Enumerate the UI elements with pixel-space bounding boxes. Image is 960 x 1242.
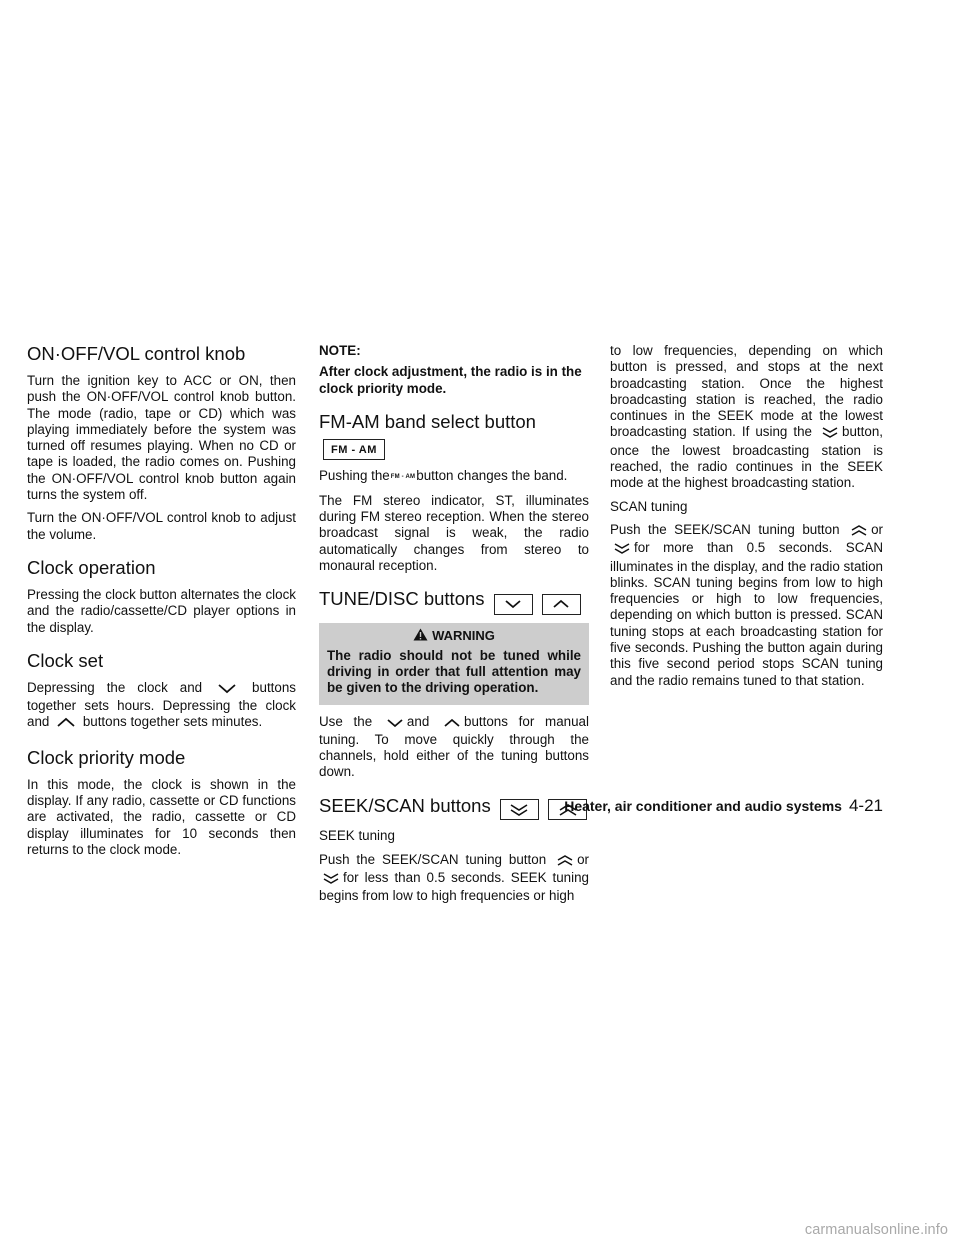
seek-scan-title-text: SEEK/SCAN buttons xyxy=(319,794,491,816)
paragraph-onoff-1: Turn the ignition key to ACC or ON, then push the ON·OFF/VOL control knob button. The mode (radio, tape or CD) which was playing immediately before the system was turned off resumes playing. When no CD or tape is loaded, the radio comes on. Pushing the ON·OFF/VOL control knob button again turns the system off. xyxy=(27,373,296,503)
clock-set-text-c: buttons together sets minutes. xyxy=(82,714,263,730)
warning-text: The radio should not be tuned while driving in order that full attention may be given to the driving operation. xyxy=(327,647,581,696)
paragraph-clock-set xyxy=(27,680,296,733)
footer-section-title: Heater, air conditioner and audio systems xyxy=(564,798,842,814)
page-number: 4-21 xyxy=(848,796,883,815)
warning-header xyxy=(327,628,581,644)
chevron-down-icon xyxy=(216,682,238,698)
paragraph-seek-continued xyxy=(610,343,883,492)
chevron-up-icon xyxy=(55,716,77,732)
column-1 xyxy=(27,343,296,865)
paragraph-onoff-2: Turn the ON·OFF/VOL control knob to adjust the volume. xyxy=(27,510,296,542)
seek-text-c: for less than 0.5 seconds. SEEK tuning begins from low to high frequencies or high xyxy=(319,869,589,904)
note-label: NOTE: xyxy=(319,343,361,358)
column-2 xyxy=(319,343,589,911)
column-3 xyxy=(610,343,883,696)
tune-disc-title-text: TUNE/DISC buttons xyxy=(319,588,485,610)
paragraph-clock-priority: In this mode, the clock is shown in the display. If any radio, cassette or CD functions are activated, the radio, cassette or CD display illuminates for 10 seconds then returns to the clock mode. xyxy=(27,776,296,857)
double-chevron-up-icon xyxy=(555,854,575,870)
double-chevron-down-icon xyxy=(612,542,632,558)
scan-text-b: or xyxy=(871,521,883,537)
section-title-clock-operation: Clock operation xyxy=(27,556,156,578)
section-title-onoff-vol: ON·OFF/VOL control knob xyxy=(27,343,246,364)
clock-set-text-a: Depressing the clock and xyxy=(27,679,203,695)
double-chevron-down-icon xyxy=(820,426,840,442)
tune-text-a: Use the xyxy=(319,713,373,729)
double-chevron-down-icon xyxy=(321,872,341,888)
scan-text-c: for more than 0.5 seconds. SCAN illuminates in the display, and the radio station blinks. SCAN tuning begins from low to high frequencies or high to low frequencies, depending on which button is pressed. SCAN tuning stops at each broadcasting station for five seconds. Pushing the button again during this five second period stops SCAN tuning and the radio remains tuned to that station. xyxy=(610,540,883,688)
paragraph-clock-operation: Pressing the clock button alternates the clock and the radio/cassette/CD player options in the display. xyxy=(27,586,296,635)
paragraph-scan-tuning xyxy=(610,522,883,689)
seek-tuning-subhead: SEEK tuning xyxy=(319,828,395,844)
section-title-clock-priority: Clock priority mode xyxy=(27,746,186,768)
chevron-up-icon xyxy=(542,594,581,615)
section-title-seek-scan xyxy=(319,795,589,821)
tune-text-c: buttons for manual tuning. To move quickly through the channels, hold either of the tuning buttons down. xyxy=(319,713,589,780)
paragraph-seek-tuning xyxy=(319,852,589,905)
note-text: After clock adjustment, the radio is in the clock priority mode. xyxy=(319,364,582,396)
paragraph-tune-disc xyxy=(319,714,589,781)
scan-text-a: Push the SEEK/SCAN tuning button xyxy=(610,521,840,537)
seek-text-b: or xyxy=(577,851,589,867)
fm-am-text-a: Pushing the xyxy=(319,468,390,484)
section-title-tune-disc xyxy=(319,588,589,615)
seek-text-a: Push the SEEK/SCAN tuning button xyxy=(319,851,547,867)
paragraph-fm-am-2: The FM stereo indicator, ST, illuminates during FM stereo reception. When the stereo broadcast signal is weak, the radio automatically changes from stereo to monaural reception. xyxy=(319,492,589,573)
watermark: carmanualsonline.info xyxy=(804,1222,948,1238)
page-footer xyxy=(564,796,883,816)
warning-label: WARNING xyxy=(432,628,495,644)
warning-box xyxy=(319,623,589,705)
chevron-down-icon xyxy=(385,716,405,732)
clock-set-text-b: buttons together sets hours. Depressing the clock and xyxy=(27,679,296,730)
section-title-fm-am xyxy=(319,411,589,461)
chevron-up-icon xyxy=(442,716,462,732)
warning-triangle-icon xyxy=(413,628,428,644)
fm-am-text-b: button changes the band. xyxy=(416,468,568,484)
fm-am-inline-icon: FM - AM xyxy=(390,474,416,481)
double-chevron-up-icon xyxy=(849,524,869,540)
seek-cont-text-b: button, once the lowest broadcasting station is reached, the radio continues in the SEEK mode at the highest broadcasting station. xyxy=(610,424,883,491)
section-title-clock-set: Clock set xyxy=(27,649,104,671)
paragraph-fm-am-1 xyxy=(319,468,589,485)
fm-am-title-text: FM-AM band select button xyxy=(319,410,536,432)
seek-cont-text-a: to low frequencies, depending on which button is pressed, and stops at the next broadcasting station. Once the highest broadcasting station is reached, the radio continues in the SEEK mode at the lowest broadcasting station. If using the xyxy=(610,343,883,440)
scan-tuning-subhead: SCAN tuning xyxy=(610,498,688,514)
fm-am-button-icon: FM - AM xyxy=(323,439,385,460)
chevron-down-icon xyxy=(494,594,533,615)
double-chevron-down-icon xyxy=(500,799,539,820)
tune-text-b: and xyxy=(406,713,430,729)
